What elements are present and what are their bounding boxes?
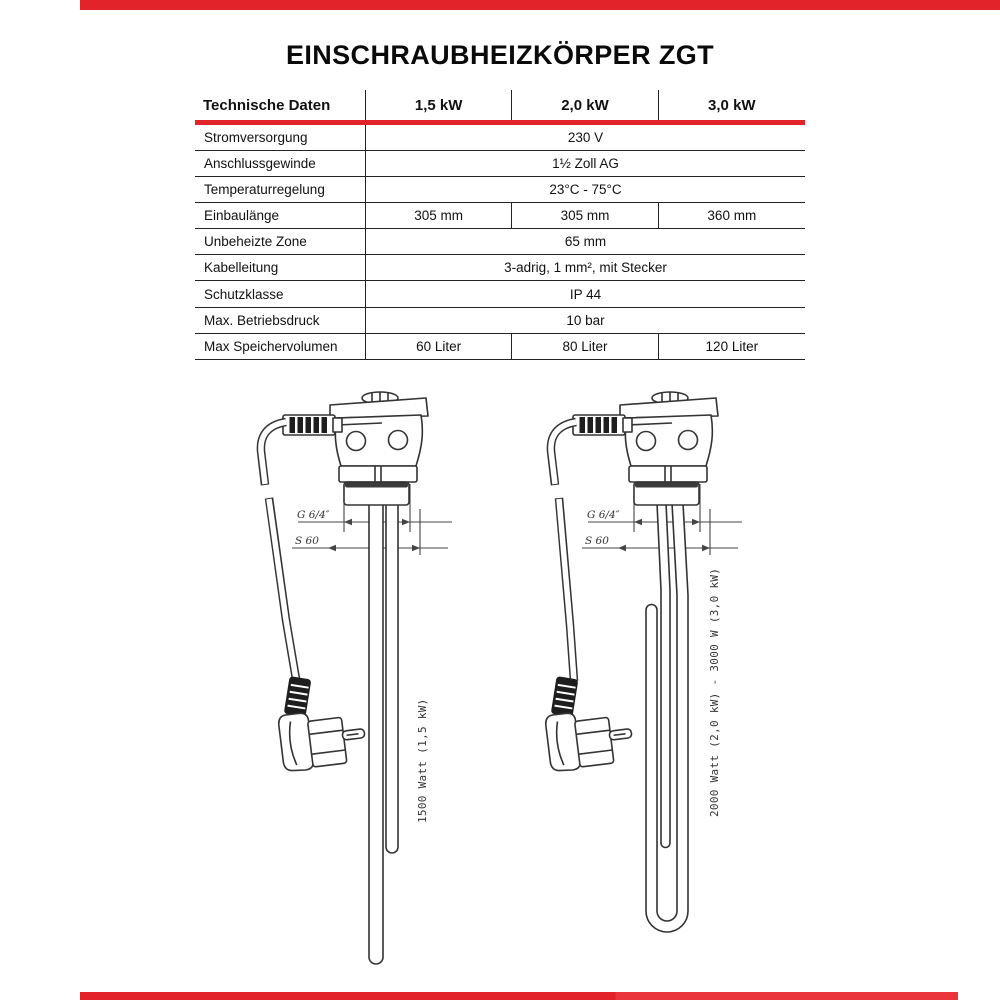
thermostat-head — [573, 392, 718, 505]
table-row — [195, 229, 805, 255]
table-header-col-3: 3,0 kW — [708, 96, 756, 114]
row-value-cell: 1½ Zoll AG — [552, 155, 619, 171]
figure-caption-left: 1500 Watt (1,5 kW) — [416, 698, 429, 823]
wrench-dimension-label: S 60 — [295, 535, 319, 547]
row-label-cell: Stromversorgung — [195, 125, 366, 150]
row-value-cell: 230 V — [567, 129, 604, 145]
table-row — [195, 151, 805, 177]
thermostat-head — [283, 392, 428, 505]
tech-data-table — [195, 90, 805, 360]
figure-caption-right: 2000 Watt (2,0 kW) - 3000 W (3,0 kW) — [708, 567, 721, 817]
schuko-plug — [278, 677, 368, 773]
row-label-cell: Anschlussgewinde — [195, 151, 366, 176]
row-value-cell: 80 Liter — [512, 334, 658, 359]
screw-hole — [389, 431, 408, 450]
table-header-row — [195, 90, 805, 120]
row-value-cell: 305 mm — [366, 203, 512, 228]
page-title: EINSCHRAUBHEIZKÖRPER ZGT — [285, 40, 715, 70]
table-header-col-1: 1,5 kW — [366, 90, 512, 120]
thread-dimension-label: G 6/4″ — [587, 509, 620, 521]
table-row — [195, 334, 805, 360]
table-header-col-2: 2,0 kW — [512, 90, 658, 120]
top-red-bar — [80, 0, 1000, 10]
table-row — [195, 281, 805, 307]
row-label-cell: Max. Betriebsdruck — [195, 308, 366, 333]
power-cable — [261, 422, 296, 679]
table-row — [195, 308, 805, 334]
bottom-red-bar — [80, 992, 958, 1000]
row-value-cell: 360 mm — [707, 208, 757, 224]
table-row — [195, 203, 805, 229]
row-value-cell: 305 mm — [512, 203, 658, 228]
row-value-cell: 60 Liter — [366, 334, 512, 359]
thread-dimension-label: G 6/4″ — [297, 509, 330, 521]
row-label-cell: Schutzklasse — [195, 281, 366, 306]
wrench-dimension-label: S 60 — [585, 535, 609, 547]
row-value-cell: IP 44 — [569, 286, 602, 302]
row-value-cell: 65 mm — [564, 234, 607, 250]
power-cable — [551, 422, 576, 681]
row-value-cell: 23°C - 75°C — [549, 181, 622, 197]
technical-drawings — [240, 385, 770, 995]
row-value-cell: 10 bar — [566, 312, 605, 328]
table-row — [195, 177, 805, 203]
u-bent-heating-rod — [646, 503, 688, 932]
flange — [339, 466, 417, 482]
row-label-cell: Kabelleitung — [195, 255, 366, 280]
table-row — [195, 255, 805, 281]
table-header-label: Technische Daten — [195, 90, 366, 120]
table-row — [195, 125, 805, 151]
schuko-plug — [545, 677, 635, 773]
row-label-cell: Einbaulänge — [195, 203, 366, 228]
row-label-cell: Unbeheizte Zone — [195, 229, 366, 254]
row-value-cell: 120 Liter — [705, 338, 759, 354]
row-label-cell: Temperaturregelung — [195, 177, 366, 202]
straight-heating-rod — [369, 503, 398, 964]
screw-hole — [347, 432, 366, 451]
row-value-cell: 3-adrig, 1 mm², mit Stecker — [504, 260, 667, 276]
row-label-cell: Max Speichervolumen — [195, 334, 366, 359]
